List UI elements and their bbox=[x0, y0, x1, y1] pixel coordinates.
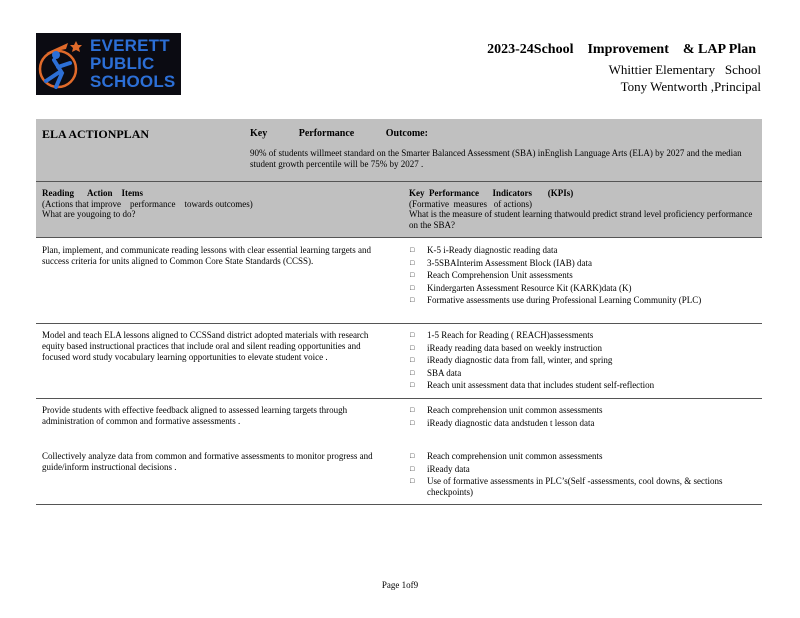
table-bottom-border bbox=[36, 504, 762, 505]
kpi-item: □ Use of formative assessments in PLC’s(Self -assessments, cool downs, & sections checkpoints) bbox=[409, 476, 757, 498]
district-logo bbox=[36, 33, 181, 95]
kpi-item: □ 3-5SBAInterim Assessment Block (IAB) data bbox=[409, 258, 757, 269]
kpi-item: □ iReady diagnostic data from fall, winter, and spring bbox=[409, 355, 757, 366]
action-text: Model and teach ELA lessons aligned to CCSSand district adopted materials with research equity based instructional practices that include oral and silent reading opportunities and focused word study vocabulary learning opportunities to elevate student voice . bbox=[42, 330, 369, 362]
action-text: Provide students with effective feedback aligned to assessed learning targets through administration of common and formative assessments . bbox=[42, 405, 348, 426]
plan-title: ELA ACTIONPLAN bbox=[42, 127, 150, 141]
kpi-list bbox=[409, 245, 757, 308]
kpi-item: □ Reach comprehension unit common assessments bbox=[409, 451, 757, 462]
school-name: Whittier Elementary School bbox=[608, 62, 761, 77]
kpo-label: Key Performance Outcome: bbox=[250, 128, 428, 139]
kpi-item: □ 1-5 Reach for Reading ( REACH)assessments bbox=[409, 330, 757, 341]
actions-column-header bbox=[42, 188, 372, 220]
kpi-item: □ Reach Comprehension Unit assessments bbox=[409, 270, 757, 281]
action-text: Plan, implement, and communicate reading lessons with clear essential learning targets and success criteria for units aligned to Common Core State Standards (CCSS). bbox=[42, 245, 371, 266]
column-header-band bbox=[36, 182, 762, 238]
action-text: Collectively analyze data from common and formative assessments to monitor progress and guide/inform instructional decisions . bbox=[42, 451, 373, 472]
actions-column-title: Reading Action Items bbox=[42, 188, 143, 198]
kpo-text: 90% of students willmeet standard on the Smarter Balanced Assessment (SBA) inEnglish Language Arts (ELA) by 2027 and the median student growth percentile will be 75% by 2027 . bbox=[250, 148, 742, 169]
logo-line-1: EVERETT bbox=[90, 36, 170, 55]
actions-column-question: What are yougoing to do? bbox=[42, 209, 136, 219]
kpi-column-title: Key Performance Indicators (KPIs) bbox=[409, 188, 574, 198]
row-divider bbox=[36, 398, 762, 399]
row-divider bbox=[36, 323, 762, 324]
kpi-list bbox=[409, 330, 757, 393]
kpi-item: □ SBA data bbox=[409, 368, 757, 379]
principal-name: Tony Wentworth ,Principal bbox=[620, 79, 761, 94]
kpi-item: □ iReady reading data based on weekly instruction bbox=[409, 343, 757, 354]
kpi-column-question: What is the measure of student learning thatwould predict strand level proficiency performance on the SBA? bbox=[409, 209, 753, 230]
logo-line-3: SCHOOLS bbox=[90, 72, 176, 91]
actions-column-subtitle: (Actions that improve performance towards outcomes) bbox=[42, 198, 253, 209]
kpi-item: □ iReady diagnostic data andstuden t lesson data bbox=[409, 418, 757, 429]
kpi-item: □ Reach comprehension unit common assessments bbox=[409, 405, 757, 416]
kpi-column-header bbox=[409, 188, 754, 230]
kpi-list bbox=[409, 451, 757, 500]
kpi-list bbox=[409, 405, 757, 430]
page-number: Page 1of9 bbox=[381, 580, 419, 590]
kpi-column-subtitle: (Formative measures of actions) bbox=[409, 198, 532, 209]
kpi-item: □ Formative assessments use during Professional Learning Community (PLC) bbox=[409, 295, 757, 306]
plan-heading: 2023-24School Improvement & LAP Plan bbox=[487, 42, 756, 57]
kpi-item: □ K-5 i-Ready diagnostic reading data bbox=[409, 245, 757, 256]
kpi-item: □ Reach unit assessment data that includes student self-reflection bbox=[409, 380, 757, 391]
kpi-item: □ iReady data bbox=[409, 464, 757, 475]
plan-header-band bbox=[36, 119, 762, 182]
kpi-item: □ Kindergarten Assessment Resource Kit (KARK)data (K) bbox=[409, 283, 757, 294]
logo-line-2: PUBLIC bbox=[90, 54, 155, 73]
